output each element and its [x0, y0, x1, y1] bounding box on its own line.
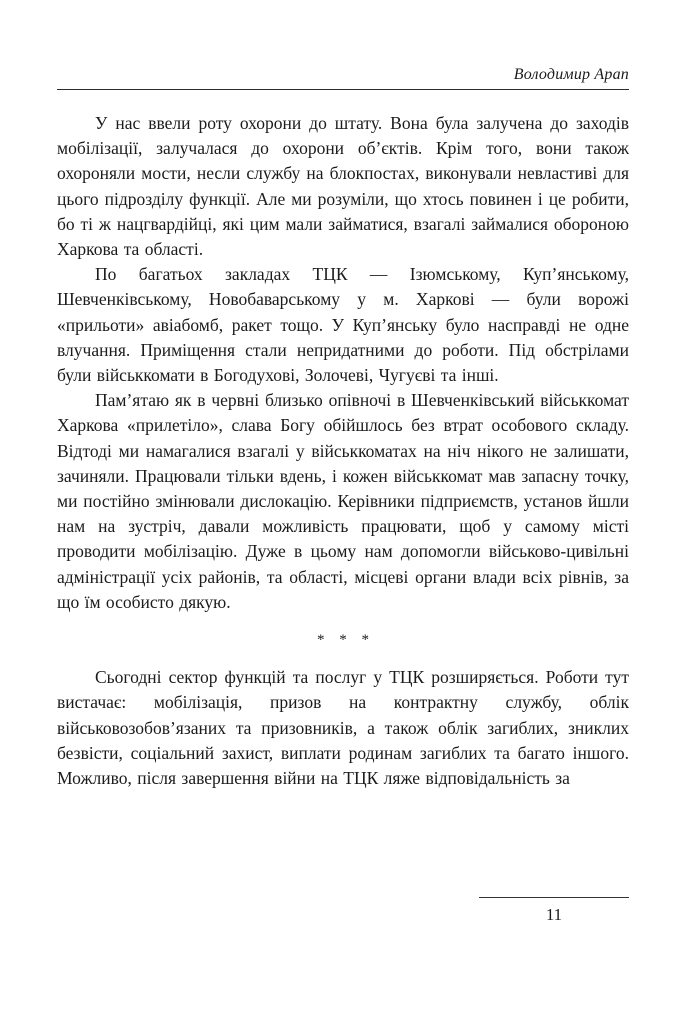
paragraph-3: Пам’ятаю як в червні близько опівночі в Шевченківський військкомат Харкова «прилетіло», слава Богу обійшлось без втрат особового складу. Відтоді ми намагалися взагалі у військкоматах на ніч нікого не залишати, зачиняли. Працювали тільки вдень, і кожен військкомат мав запасну точку, ми постійно змінювали дислокацію. Керівники підприємств, установ йшли нам на зустріч, давали можливість працювати, щоб у самому місті проводити мобілізацію. Дуже в цьому нам допомогли військово-цивільні адміністрації усіх районів, та області, місцеві органи влади всіх рівнів, за що їм особисто дякую. [57, 390, 629, 612]
body-text [57, 111, 629, 791]
paragraph-1: У нас ввели роту охорони до штату. Вона була залучена до заходів мобілізації, залучалася до охорони об’єктів. Крім того, вони також охороняли мости, несли службу на блокпостах, виконували невластиві для цього підрозділу функції. Але ми розуміли, що хтось повинен і це робити, бо ті ж нацгвардійці, які цим мали займатися, взагалі займалися обороною Харкова та області. [57, 113, 629, 260]
paragraph-2: По багатьох закладах ТЦК — Ізюмському, Куп’янському, Шевченківському, Новобаварському у м. Харкові — були ворожі «прильоти» авіабомб, ракет тощо. У Куп’янську було насправді не одне влучання. Приміщення стали непридатними до роботи. Під обстрілами були військкомати в Богодухові, Золочеві, Чугуєві та інші. [57, 264, 629, 386]
section-separator: * * * [317, 632, 374, 649]
page-footer [479, 897, 629, 925]
page-number: 11 [545, 905, 563, 924]
paragraph-4: Сьогодні сектор функцій та послуг у ТЦК розширяється. Роботи тут вистачає: мобілізація, призов на контрактну службу, облік військовозобов’язаних та призовників, а також облік загиблих, зниклих безвісти, соціальний захист, виплати родинам загиблих та багато іншого. Можливо, після завершення війни на ТЦК ляже відповідальність за [57, 667, 629, 789]
text-column [57, 66, 629, 791]
running-head-author: Володимир Арап [57, 66, 629, 90]
